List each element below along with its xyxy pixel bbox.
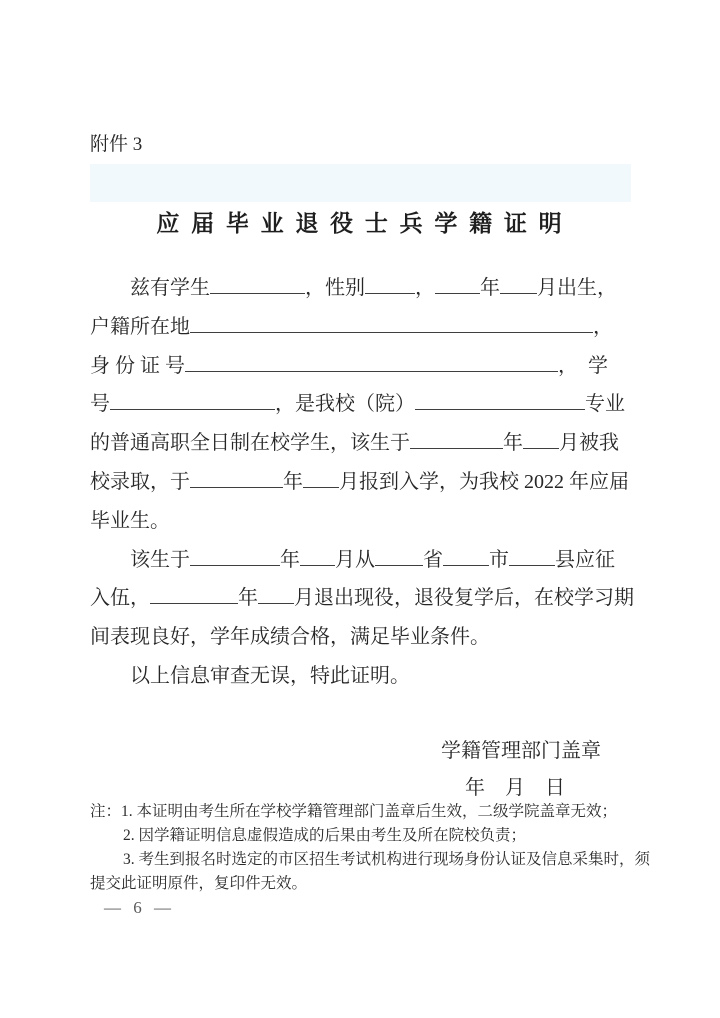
highlight-band: [90, 164, 631, 202]
certificate-body: [90, 269, 634, 696]
body-line: 间表现良好，学年成绩合格，满足毕业条件。: [90, 626, 490, 649]
blank-field: [210, 273, 305, 294]
blank-field: [185, 350, 558, 371]
body-line: 毕业生。: [90, 509, 170, 532]
note-line: 2. 因学籍证明信息虚假造成的后果由考生及所在院校负责；: [123, 827, 527, 844]
blank-field: [190, 467, 283, 488]
signature-block: [90, 733, 631, 807]
blank-field: [300, 544, 335, 565]
blank-field: [410, 428, 503, 449]
notes-section: [90, 800, 651, 896]
blank-field: [443, 544, 489, 565]
blank-field: [415, 389, 585, 410]
page-number: — 6 —: [104, 898, 175, 917]
blank-field: [375, 544, 423, 565]
blank-field: [523, 428, 559, 449]
stamp-label: 学籍管理部门盖章: [441, 740, 601, 762]
body-line: 身 份 证 号 ， 学: [90, 347, 631, 386]
note-line: 注：1. 本证明由考生所在学校学籍管理部门盖章后生效，二级学院盖章无效；: [90, 803, 618, 820]
attachment-label: 附件 3: [90, 134, 143, 155]
blank-field: [509, 544, 555, 565]
body-line: 以上信息审查无误，特此证明。: [130, 664, 410, 687]
body-line: 校录取，于 年 月报到入学，为我校 2022 年应届: [90, 463, 631, 502]
note-line: 3. 考生到报名时选定的市区招生考试机构进行现场身份认证及信息采集时，须: [123, 851, 651, 868]
body-line: 户籍所在地 ，: [90, 308, 631, 347]
body-line: 兹有学生 ，性别 ， 年 月出生，: [90, 269, 631, 308]
body-line: 入伍， 年 月退出现役，退役复学后，在校学习期: [90, 579, 631, 618]
blank-field: [150, 583, 238, 604]
blank-field: [258, 583, 294, 604]
body-line: 该生于 年 月从 省 市 县应征: [90, 541, 631, 580]
body-line: 的普通高职全日制在校学生，该生于 年 月被我: [90, 424, 631, 463]
blank-field: [365, 273, 415, 294]
blank-field: [435, 273, 480, 294]
blank-field: [190, 544, 280, 565]
blank-field: [500, 273, 537, 294]
note-line: 提交此证明原件，复印件无效。: [90, 875, 308, 892]
date-line: 年 月 日: [465, 777, 565, 799]
blank-field: [303, 467, 339, 488]
blank-field: [110, 389, 275, 410]
body-line: 号 ，是我校（院） 专业: [90, 385, 631, 424]
document-title: 应 届 毕 业 退 役 士 兵 学 籍 证 明: [156, 211, 565, 236]
blank-field: [190, 311, 593, 332]
